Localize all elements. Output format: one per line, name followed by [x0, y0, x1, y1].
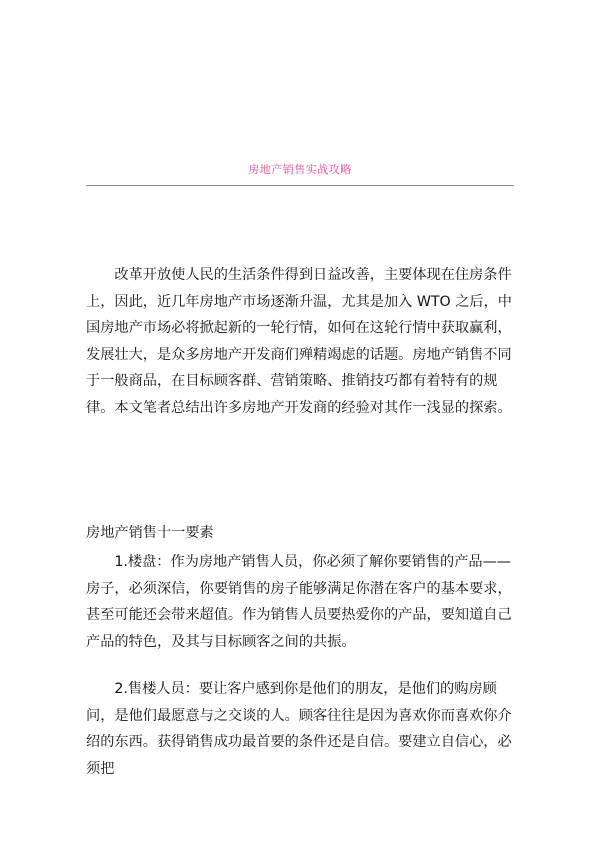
intro-paragraph: 改革开放使人民的生活条件得到日益改善，主要体现在住房条件上，因此，近几年房地产市场逐渐升温，尤其是加入 WTO 之后，中国房地产市场必将掀起新的一轮行情，如何在这轮行情中获取赢利，发展壮大，是众多房地产开发商们殚精竭虑的话题。房地产销售不同于一般商品，在目标顾客群、营销策略、推销技巧都有着特有的规律。本文笔者总结出许多房地产开发商的经验对其作一浅显的探索。 [86, 267, 512, 416]
item-paragraph-2: 2.售楼人员：要让客户感到你是他们的朋友，是他们的购房顾问，是他们最愿意与之交谈的人。顾客往往是因为喜欢你而喜欢你介绍的东西。获得销售成功最首要的条件还是自信。要建立自信心，必须把 [86, 681, 512, 777]
item-paragraph-1: 1.楼盘：作为房地产销售人员，你必须了解你要销售的产品——房子，必须深信，你要销售的房子能够满足你潜在客户的基本要求，甚至可能还会带来超值。作为销售人员要热爱你的产品，要知道自己产品的特色，及其与目标顾客之间的共振。 [86, 554, 512, 650]
header-title: 房地产销售实战攻略 [248, 163, 352, 176]
header-rule [86, 185, 514, 186]
section-heading: 房地产销售十一要素 [86, 525, 214, 541]
